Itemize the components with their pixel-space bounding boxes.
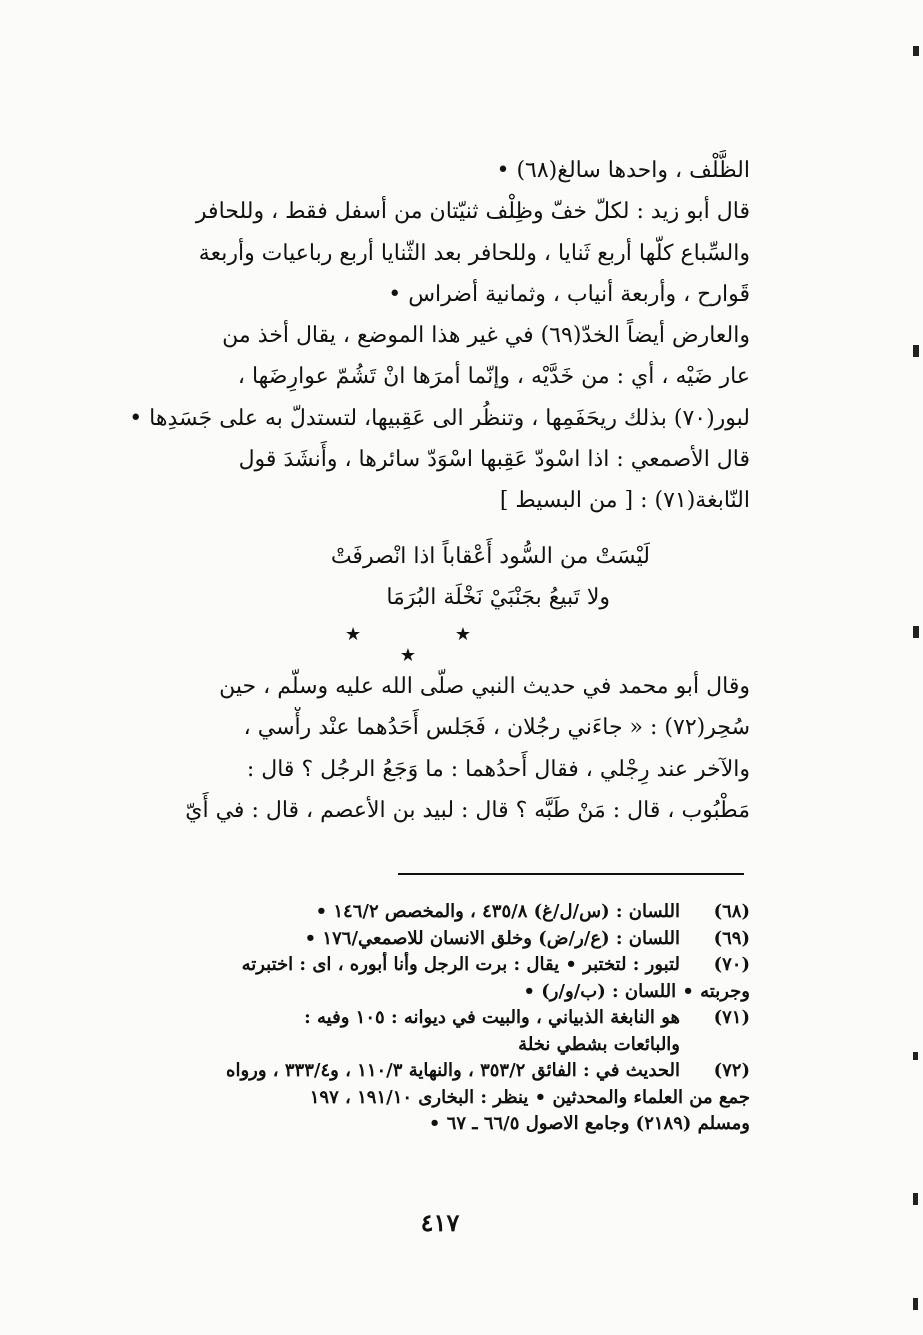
scan-edge-mark — [913, 626, 919, 638]
footnote-number: (٧٠) — [713, 954, 750, 975]
footnote-69 — [94, 926, 750, 953]
scan-edge-mark — [913, 1298, 918, 1310]
footnote-number: (٧٢) — [713, 1060, 750, 1081]
footnote-line: وجربته • اللسان : (ب/و/ر) • — [523, 980, 750, 1002]
text-line: النّابغة(٧١) : [ من البسيط ] — [499, 488, 750, 514]
footnote-68 — [94, 899, 750, 926]
scan-edge-mark — [913, 1052, 918, 1060]
text-line: الظَّلْف ، واحدها سالغ(٦٨) • — [496, 158, 750, 183]
footnote-line: والبائعات بشطي نخلة — [518, 1033, 680, 1055]
footnote-line: اللسان : (ع/ر/ض) وخلق الانسان للاصمعي/١٧٦ • — [304, 927, 680, 949]
footnote-number: (٧١) — [713, 1007, 750, 1028]
text-line: والعارض أيضاً الخدّ(٦٩) في غير هذا الموضع ، يقال أخذ من — [222, 323, 750, 349]
footnote-number: (٦٨) — [713, 901, 750, 922]
main-text-block-1 — [94, 150, 750, 522]
footnote-line: اللسان : (س/ل/غ) ٤٣٥/٨ ، والمخصص ١٤٦/٢ • — [315, 901, 680, 922]
footnote-text — [94, 926, 680, 953]
text-line: قَوارح ، وأربعة أنياب ، وثمانية أضراس • — [388, 281, 750, 307]
separator-stars: ★ ★ ★ — [345, 624, 515, 666]
text-line: مَطْبُوب ، قال : مَنْ طَبَّه ؟ قال : لبيد بن الأعصم ، قال : في أَيّ — [185, 797, 750, 823]
footnote-text — [94, 899, 680, 926]
footnote-divider — [398, 873, 744, 875]
text-line: وقال أبو محمد في حديث النبي صلّى الله عليه وسلّم ، حين — [219, 674, 750, 699]
footnote-line: جمع من العلماء والمحدثين • ينظر : البخارى ١٩١/١٠ ، ١٩٧ — [309, 1086, 750, 1108]
scan-edge-mark — [913, 1193, 918, 1205]
text-line: عار ضَيْه ، أي : من خَدَّيْه ، وإنّما أمرَها انْ تَشُمّ عوارِضَها ، — [237, 364, 750, 390]
text-line: قال الأصمعي : اذا اسْودّ عَقِبها اسْوَدّ سائرها ، وأَنشَدَ قول — [238, 447, 750, 473]
text-line: قال أبو زيد : لكلّ خفّ وظِلْف ثنيّتان من أسفل فقط ، وللحافر — [195, 199, 750, 225]
text-line: لبور(٧٠) بذلك ريحَفَمِها ، وتنظُر الى عَقِبيها، لتستدلّ به على جَسَدِها • — [129, 405, 750, 431]
footnote-text — [94, 1005, 680, 1058]
text-line: سُحِر(٧٢) : « جاءَني رجُلان ، فَجَلس أَحَدُهما عنْد رأْسي ، — [243, 715, 750, 741]
footnote-line: هو النابغة الذبياني ، والبيت في ديوانه : ١٠٥ وفيه : — [304, 1007, 680, 1028]
verse-line-2: ولا تَبيعُ بجَنْبَيْ نَخْلَة البُرَمَا — [386, 585, 610, 610]
footnotes — [94, 899, 750, 1138]
text-line: والسِّباع كلّها أربع ثَنايا ، وللحافر بعد الثّنايا أربع رباعيات وأربعة — [198, 240, 750, 266]
scan-edge-mark — [913, 345, 919, 357]
main-text-block-2 — [94, 666, 750, 831]
scan-edge-mark — [913, 46, 919, 56]
footnote-number: (٦٩) — [713, 927, 750, 949]
footnote-71 — [94, 1005, 750, 1058]
footnote-line: ومسلم (٢١٨٩) وجامع الاصول ٦٦/٥ ـ ٦٧ • — [428, 1113, 750, 1134]
verse-line-1: لَيْسَتْ من السُّود أَعْقاباً اذا انْصرفَتْ — [330, 544, 650, 569]
footnote-72 — [94, 1058, 750, 1138]
page-number: ٤١٧ — [420, 1208, 460, 1237]
footnote-line: لتبور : لتختبر • يقال : برت الرجل وأنا أبوره ، اى : اختبرته — [241, 954, 680, 975]
text-line: والآخر عند رِجْلي ، فقال أَحدُهما : ما وَجَعُ الرجُل ؟ قال : — [246, 756, 750, 782]
footnote-line: الحديث في : الفائق ٣٥٣/٢ ، والنهاية ١١٠/٣ ، و٣٣٣/٤ ، ورواه — [226, 1060, 680, 1081]
footnote-70 — [94, 952, 750, 1005]
